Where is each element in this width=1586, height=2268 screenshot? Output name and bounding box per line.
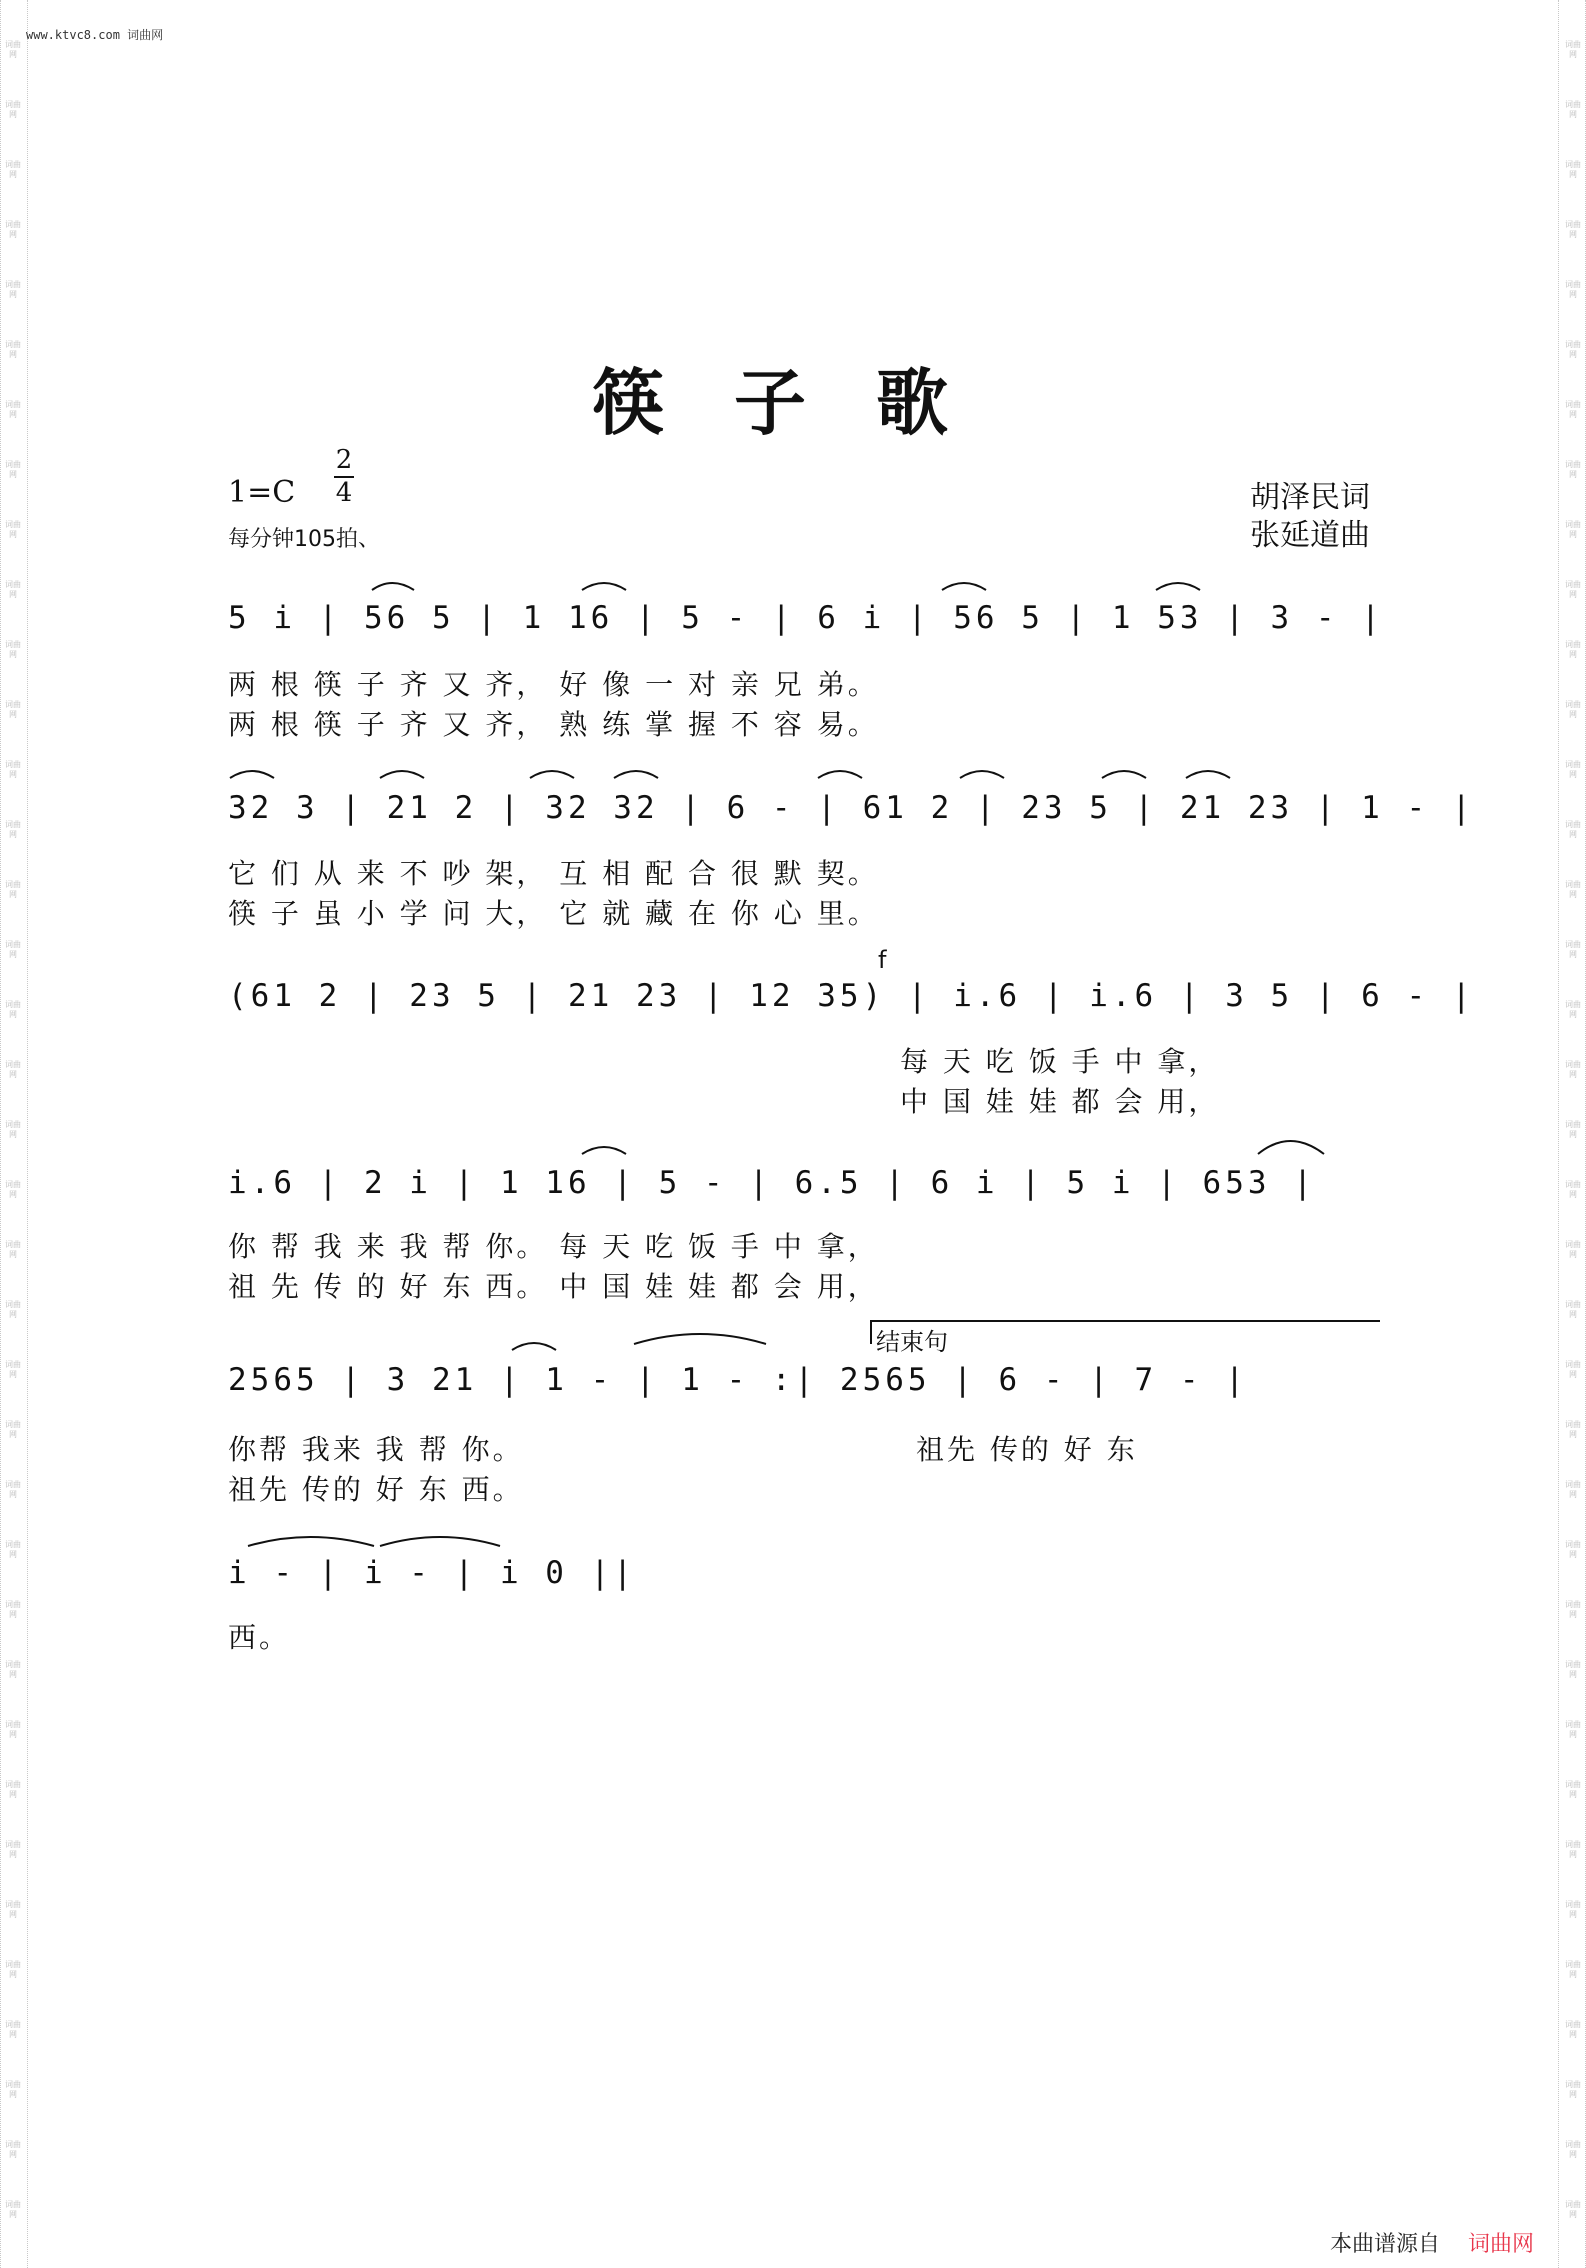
score-line-6: i - | i - | i 0 ||	[228, 1555, 636, 1591]
watermark-mark: 词曲网	[1565, 1360, 1581, 1379]
watermark-mark: 词曲网	[5, 1240, 21, 1259]
watermark-mark: 词曲网	[5, 1000, 21, 1019]
watermark-mark: 词曲网	[5, 100, 21, 119]
watermark-mark: 词曲网	[5, 1660, 21, 1679]
watermark-mark: 词曲网	[1565, 1600, 1581, 1619]
lyric-line-3-verse-2: 中 国 娃 娃 都 会 用，	[900, 1085, 1220, 1118]
watermark-mark: 词曲网	[5, 700, 21, 719]
slur	[372, 583, 414, 590]
slur	[1156, 583, 1200, 590]
watermark-mark: 词曲网	[5, 1180, 21, 1199]
watermark-mark: 词曲网	[1565, 1240, 1581, 1259]
watermark-mark: 词曲网	[5, 2140, 21, 2159]
watermark-mark: 词曲网	[1565, 2140, 1581, 2159]
watermark-mark: 词曲网	[1565, 700, 1581, 719]
watermark-mark: 词曲网	[5, 2200, 21, 2219]
watermark-mark: 词曲网	[1565, 220, 1581, 239]
watermark-mark: 词曲网	[5, 1120, 21, 1139]
watermark-mark: 词曲网	[1565, 1420, 1581, 1439]
watermark-mark: 词曲网	[5, 520, 21, 539]
watermark-mark: 词曲网	[1565, 2020, 1581, 2039]
watermark-mark: 词曲网	[1565, 1540, 1581, 1559]
watermark-mark: 词曲网	[1565, 40, 1581, 59]
lyric-line-1-verse-2: 两 根 筷 子 齐 又 齐， 熟 练 掌 握 不 容 易。	[228, 708, 879, 741]
lyric-line-5-verse-2: 祖先 传的 好 东 西。	[228, 1473, 524, 1506]
watermark-mark: 词曲网	[5, 1060, 21, 1079]
tempo-marking: 每分钟105拍、	[228, 527, 380, 552]
time-signature-top: 2	[335, 445, 353, 475]
slur	[960, 771, 1004, 778]
slur	[582, 1147, 626, 1154]
slur	[818, 771, 862, 778]
watermark-mark: 词曲网	[5, 1960, 21, 1979]
song-title: 筷子歌	[592, 361, 1019, 445]
watermark-mark: 词曲网	[1565, 100, 1581, 119]
watermark-mark: 词曲网	[5, 1420, 21, 1439]
watermark-mark: 词曲网	[5, 280, 21, 299]
lyric-line-1-verse-1: 两 根 筷 子 齐 又 齐， 好 像 一 对 亲 兄 弟。	[228, 668, 879, 701]
watermark-mark: 词曲网	[1565, 940, 1581, 959]
footer-source-label: 本曲谱源自	[1330, 2232, 1441, 2257]
slur	[530, 771, 574, 778]
slur	[230, 771, 274, 778]
tie	[380, 1537, 500, 1546]
lyric-line-4-verse-2: 祖 先 传 的 好 东 西。 中 国 娃 娃 都 会 用，	[228, 1270, 879, 1303]
watermark-mark: 词曲网	[1565, 520, 1581, 539]
watermark-mark: 词曲网	[5, 760, 21, 779]
watermark-mark: 词曲网	[5, 1900, 21, 1919]
score-line-4: i.6 | 2 i | 1 16 | 5 - | 6.5 | 6 i | 5 i | 653 |	[228, 1165, 1316, 1201]
watermark-mark: 词曲网	[1565, 1840, 1581, 1859]
watermark-mark: 词曲网	[5, 640, 21, 659]
slur	[1186, 771, 1230, 778]
watermark-mark: 词曲网	[1565, 400, 1581, 419]
lyric-ending: 祖先 传的 好 东	[916, 1433, 1138, 1466]
watermark-mark: 词曲网	[1565, 1180, 1581, 1199]
watermark-mark: 词曲网	[1565, 160, 1581, 179]
watermark-mark: 词曲网	[1565, 1000, 1581, 1019]
watermark-mark: 词曲网	[1565, 460, 1581, 479]
score-line-5: 2565 | 3 21 | 1 - | 1 - :| 2565 | 6 - | 7 - |	[228, 1362, 1248, 1398]
slur	[512, 1343, 556, 1350]
footer-site-link[interactable]: 词曲网	[1468, 2232, 1535, 2257]
watermark-mark: 词曲网	[5, 40, 21, 59]
watermark-mark: 词曲网	[5, 1600, 21, 1619]
watermark-mark: 词曲网	[5, 1480, 21, 1499]
watermark-mark: 词曲网	[1565, 1300, 1581, 1319]
ending-label: 结束句	[876, 1328, 948, 1356]
lyricist-credit: 胡泽民词	[1250, 480, 1370, 515]
watermark-mark: 词曲网	[5, 1780, 21, 1799]
lyric-line-4-verse-1: 你 帮 我 来 我 帮 你。 每 天 吃 饭 手 中 拿，	[228, 1230, 879, 1263]
time-signature-bottom: 4	[335, 478, 353, 508]
watermark-mark: 词曲网	[1565, 1720, 1581, 1739]
watermark-mark: 词曲网	[1565, 2080, 1581, 2099]
lyric-line-3-verse-1: 每 天 吃 饭 手 中 拿，	[900, 1045, 1220, 1078]
watermark-mark: 词曲网	[5, 940, 21, 959]
watermark-mark: 词曲网	[5, 160, 21, 179]
tie	[248, 1537, 374, 1546]
slur	[380, 771, 424, 778]
watermark-mark: 词曲网	[1565, 1480, 1581, 1499]
watermark-mark: 词曲网	[1565, 580, 1581, 599]
lyric-line-5-verse-1: 你帮 我来 我 帮 你。	[228, 1433, 524, 1466]
watermark-mark: 词曲网	[5, 820, 21, 839]
watermark-mark: 词曲网	[5, 1840, 21, 1859]
watermark-mark: 词曲网	[5, 580, 21, 599]
composer-credit: 张延道曲	[1250, 518, 1370, 553]
slur	[1258, 1141, 1324, 1154]
watermark-mark: 词曲网	[1565, 640, 1581, 659]
slur	[942, 583, 986, 590]
lyric-line-6: 西。	[228, 1621, 291, 1654]
watermark-mark: 词曲网	[5, 1300, 21, 1319]
score-line-2: 32 3 | 21 2 | 32 32 | 6 - | 61 2 | 23 5 | 21 23 | 1 - |	[228, 790, 1475, 826]
watermark-mark: 词曲网	[5, 340, 21, 359]
watermark-mark: 词曲网	[5, 400, 21, 419]
slur	[1102, 771, 1146, 778]
watermark-mark: 词曲网	[5, 1540, 21, 1559]
watermark-mark: 词曲网	[1565, 1780, 1581, 1799]
watermark-mark: 词曲网	[5, 220, 21, 239]
watermark-mark: 词曲网	[1565, 280, 1581, 299]
watermark-mark: 词曲网	[1565, 1120, 1581, 1139]
score-line-1: 5 i | 56 5 | 1 16 | 5 - | 6 i | 56 5 | 1 53 | 3 - |	[228, 600, 1384, 636]
watermark-mark: 词曲网	[1565, 760, 1581, 779]
watermark-mark: 词曲网	[1565, 1900, 1581, 1919]
watermark-mark: 词曲网	[1565, 2200, 1581, 2219]
watermark-mark: 词曲网	[1565, 820, 1581, 839]
watermark-mark: 词曲网	[5, 1720, 21, 1739]
tie	[634, 1334, 766, 1344]
slur	[614, 771, 658, 778]
watermark-mark: 词曲网	[5, 1360, 21, 1379]
slur	[582, 583, 626, 590]
dynamic-forte: f	[878, 946, 887, 974]
watermark-mark: 词曲网	[5, 880, 21, 899]
watermark-mark: 词曲网	[5, 460, 21, 479]
header-site-link[interactable]: www.ktvc8.com 词曲网	[26, 28, 164, 42]
score-line-3: (61 2 | 23 5 | 21 23 | 12 35) | i.6 | i.6 | 3 5 | 6 - |	[228, 978, 1475, 1014]
lyric-line-2-verse-2: 筷 子 虽 小 学 问 大， 它 就 藏 在 你 心 里。	[228, 897, 879, 930]
key-signature: 1=C	[228, 475, 296, 510]
watermark-mark: 词曲网	[1565, 1960, 1581, 1979]
lyric-line-2-verse-1: 它 们 从 来 不 吵 架， 互 相 配 合 很 默 契。	[228, 857, 879, 890]
watermark-mark: 词曲网	[1565, 880, 1581, 899]
watermark-mark: 词曲网	[1565, 340, 1581, 359]
watermark-mark: 词曲网	[1565, 1060, 1581, 1079]
watermark-mark: 词曲网	[5, 2080, 21, 2099]
watermark-mark: 词曲网	[1565, 1660, 1581, 1679]
watermark-mark: 词曲网	[5, 2020, 21, 2039]
